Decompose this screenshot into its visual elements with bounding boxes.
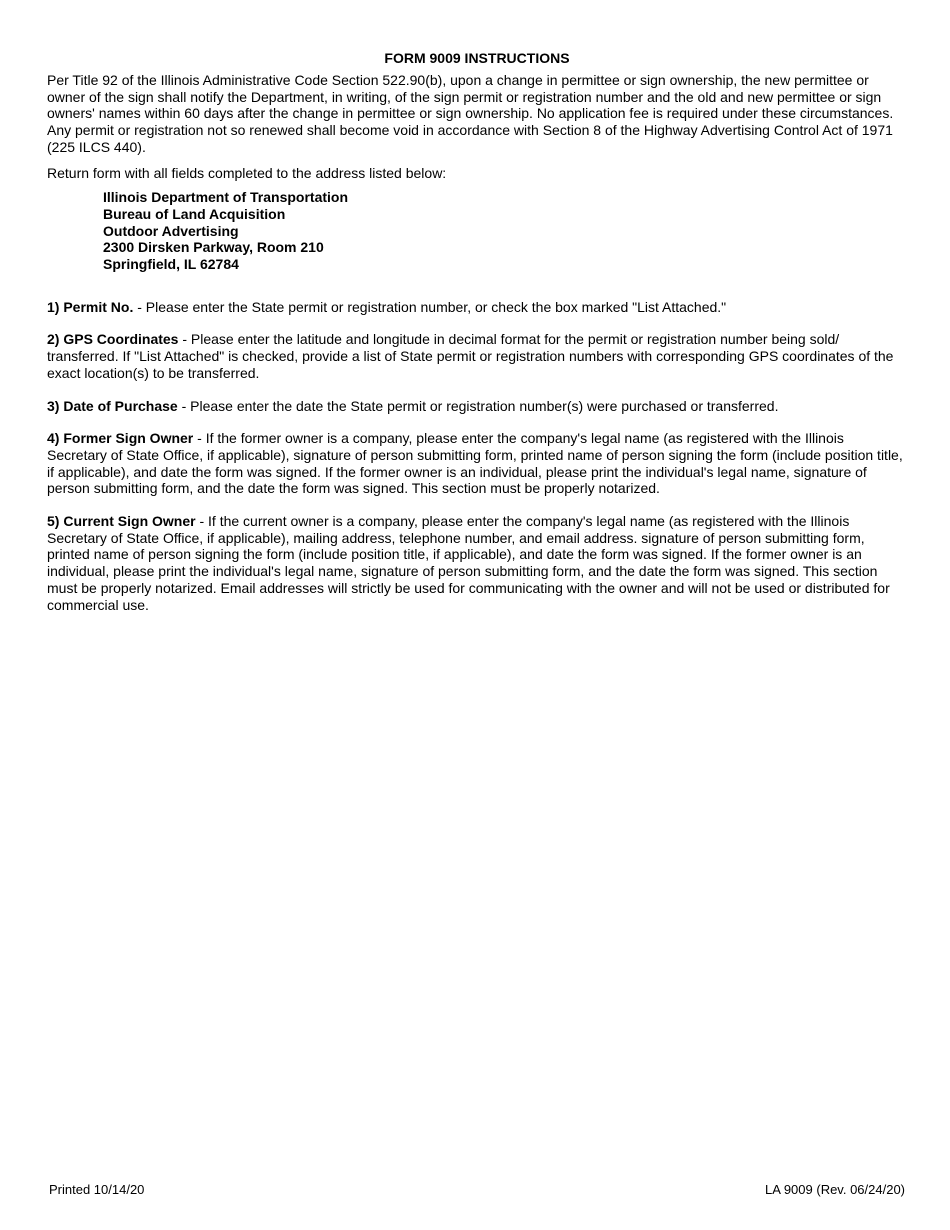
address-line: Bureau of Land Acquisition <box>103 205 286 222</box>
footer-printed-date: Printed 10/14/20 <box>49 1182 145 1197</box>
instruction-heading: 2) GPS Coordinates <box>47 331 179 348</box>
instruction-date-of-purchase <box>47 398 907 415</box>
instruction-text: - If the former owner is a company, please enter the company's legal name (as registered with the Illinois Secretary of State Office, if applicable), signature of person submitting form, printed name of person signing the form (include position title, if applicable), and date the form was signed. If the former owner is an individual, please print the individual's legal name, signature of person submitting form, and the date the form was signed. This section must be properly notarized. <box>47 430 903 497</box>
intro-paragraph: Per Title 92 of the Illinois Administrative Code Section 522.90(b), upon a change in permittee or sign ownership, the new permittee or owner of the sign shall notify the Department, in writing, of the sign permit or registration number and the old and new permittee or sign owners' names within 60 days after the change in permittee or sign ownership. No application fee is required under these circumstances. Any permit or registration not so renewed shall become void in accordance with Section 8 of the Highway Advertising Control Act of 1971 (225 ILCS 440). <box>47 72 894 155</box>
address-line: Illinois Department of Transportation <box>103 189 349 206</box>
instruction-former-sign-owner <box>47 430 907 497</box>
instruction-text: - Please enter the date the State permit or registration number(s) were purchased or transferred. <box>177 397 779 414</box>
instruction-heading: 5) Current Sign Owner <box>47 513 196 530</box>
instruction-heading: 4) Former Sign Owner <box>47 430 194 447</box>
instruction-gps-coordinates <box>47 331 907 381</box>
instruction-text: - Please enter the latitude and longitude in decimal format for the permit or registration number being sold/ transferred. If "List Attached" is checked, provide a list of State permit or registration numbers with corresponding GPS coordinates of the exact location(s) to be transferred. <box>47 331 894 381</box>
document-page <box>47 50 907 629</box>
instruction-text: - If the current owner is a company, please enter the company's legal name (as registered with the Illinois Secretary of State Office, if applicable), mailing address, telephone number, and email address. signature of person submitting form, printed name of person signing the form (include position title, if applicable), and date the form was signed. If the former owner is an individual, please print the individual's legal name, signature of person submitting form, and the date the form was signed. This section must be properly notarized. Email addresses will strictly be used for communicating with the owner and will not be used or distributed for commercial use. <box>47 513 890 613</box>
instruction-heading: 1) Permit No. <box>47 298 134 315</box>
footer-form-id: LA 9009 (Rev. 06/24/20) <box>765 1182 905 1197</box>
instruction-heading: 3) Date of Purchase <box>47 397 178 414</box>
instruction-permit-no <box>47 299 907 316</box>
address-line: 2300 Dirsken Parkway, Room 210 <box>103 239 324 256</box>
page-title: FORM 9009 INSTRUCTIONS <box>384 50 570 66</box>
address-line: Outdoor Advertising <box>103 222 239 239</box>
instruction-current-sign-owner <box>47 513 907 613</box>
return-instruction: Return form with all fields completed to the address listed below: <box>47 164 447 181</box>
mailing-address <box>103 189 907 273</box>
instruction-text: - Please enter the State permit or registration number, or check the box marked "List Attached." <box>133 298 727 315</box>
address-line: Springfield, IL 62784 <box>103 256 239 273</box>
